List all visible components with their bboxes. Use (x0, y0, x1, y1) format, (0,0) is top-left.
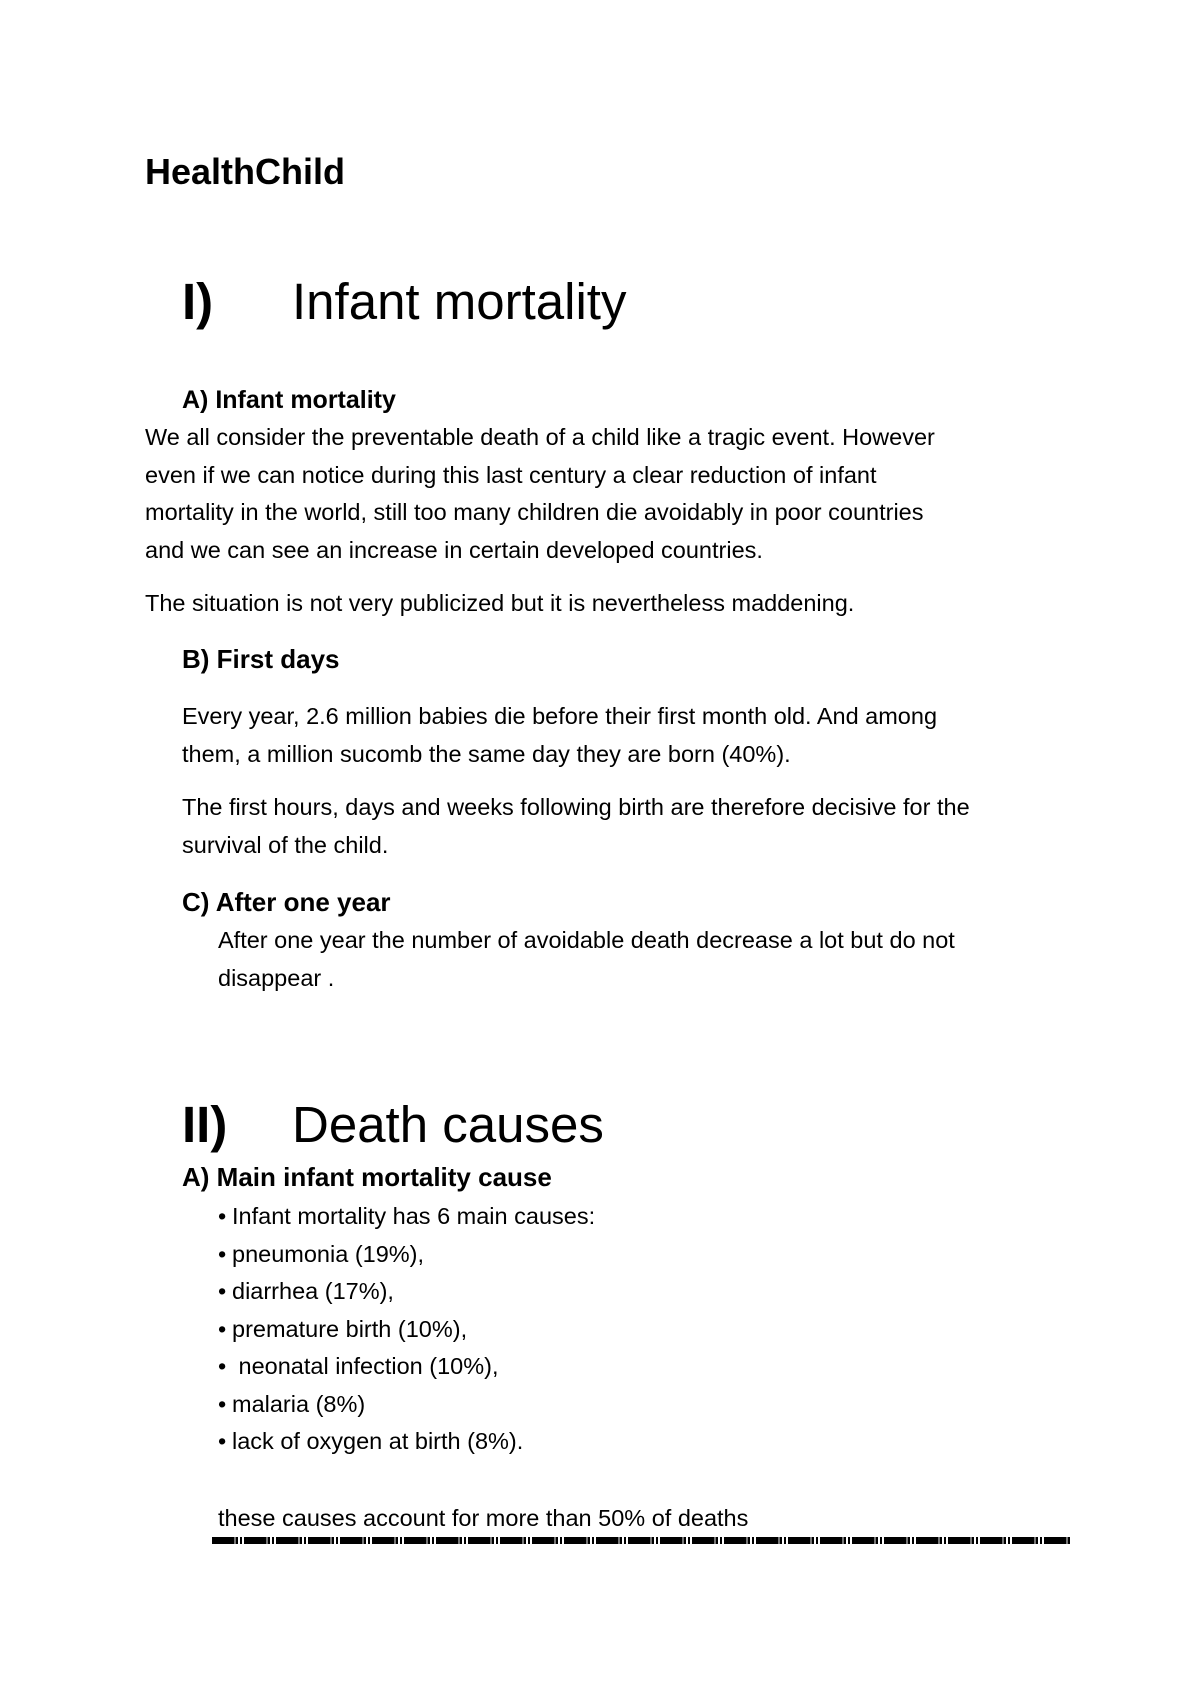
list-item (218, 1311, 595, 1349)
list-item (218, 1273, 595, 1311)
subsection-heading-infant-mortality: A) Infant mortality (182, 386, 396, 414)
text-line: survival of the child. (182, 831, 389, 858)
bullet-icon: • (218, 1203, 227, 1229)
paragraph-after-one-year (218, 922, 955, 997)
list-item-text: malaria (8%) (232, 1390, 366, 1417)
text-line: even if we can notice during this last century a clear reduction of infant (145, 461, 877, 488)
text-line: We all consider the preventable death of a child like a tragic event. However (145, 424, 935, 450)
section-number: II) (182, 1096, 228, 1153)
text-line: and we can see an increase in certain developed countries. (145, 536, 763, 563)
section-heading-death-causes (182, 1095, 604, 1155)
text-line: The first hours, days and weeks following birth are therefore decisive for the (182, 794, 970, 820)
paragraph-situation (145, 585, 854, 623)
bullet-icon: • (218, 1390, 227, 1417)
text-line: them, a million sucomb the same day they are born (40%). (182, 740, 791, 767)
bullet-icon: • (218, 1353, 227, 1379)
text-line: mortality in the world, still too many children die avoidably in poor countries (145, 499, 924, 525)
list-item (218, 1348, 595, 1386)
list-item (218, 1423, 595, 1461)
summary-underline (212, 1537, 1070, 1544)
section-title: Infant mortality (292, 273, 627, 330)
section-heading-infant-mortality (182, 272, 626, 332)
text-line: After one year the number of avoidable death decrease a lot but do not (218, 927, 955, 953)
list-item-text: neonatal infection (10%), (232, 1353, 499, 1379)
section-title: Death causes (292, 1096, 604, 1153)
paragraph-first-days-stats (182, 698, 937, 773)
paragraph-first-days-decisive (182, 789, 970, 864)
subsection-heading-first-days: B) First days (182, 644, 340, 674)
paragraph-infant-mortality-intro (145, 419, 935, 569)
subsection-heading-main-cause: A) Main infant mortality cause (182, 1162, 552, 1192)
list-item-text: premature birth (10%), (232, 1315, 468, 1342)
text-line: Every year, 2.6 million babies die before their first month old. And among (182, 703, 938, 729)
document-title: HealthChild (145, 151, 346, 192)
list-item (218, 1236, 595, 1274)
subsection-heading-after-one-year: C) After one year (182, 887, 391, 917)
list-item (218, 1386, 595, 1424)
bullet-icon: • (218, 1428, 227, 1454)
bullet-icon: • (218, 1278, 227, 1304)
text-line: The situation is not very publicized but it is nevertheless maddening. (145, 590, 855, 616)
list-item (218, 1198, 595, 1236)
list-item-text: Infant mortality has 6 main causes: (232, 1203, 596, 1229)
text-line: disappear . (218, 964, 335, 991)
causes-summary: these causes account for more than 50% of deaths (218, 1505, 749, 1531)
bullet-icon: • (218, 1315, 227, 1342)
list-item-text: lack of oxygen at birth (8%). (232, 1428, 524, 1454)
causes-list (218, 1198, 595, 1461)
list-item-text: diarrhea (17%), (232, 1278, 394, 1304)
list-item-text: pneumonia (19%), (232, 1240, 425, 1267)
section-number: I) (182, 273, 214, 330)
bullet-icon: • (218, 1240, 227, 1267)
